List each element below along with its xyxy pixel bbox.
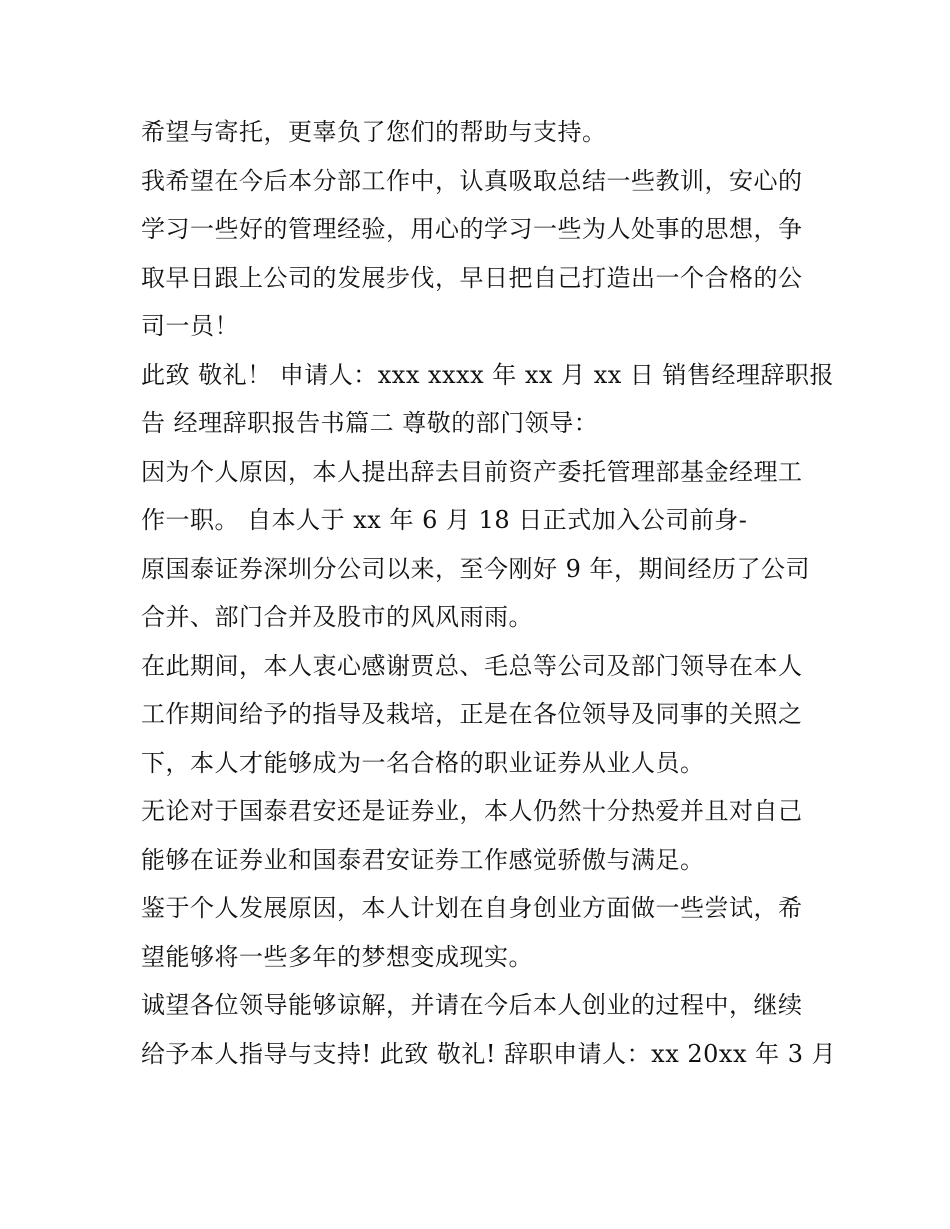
text-line: 学习一些好的管理经验，用心的学习一些为人处事的思想，争 xyxy=(141,215,803,243)
text-line: 工作期间给予的指导及栽培，正是在各位领导及同事的关照之 xyxy=(141,700,803,728)
document-body xyxy=(141,108,837,1078)
text-line: 无论对于国泰君安还是证券业，本人仍然十分热爱并且对自己 xyxy=(141,797,803,825)
text-line: 司一员！ xyxy=(141,312,239,340)
text-line: 告 经理辞职报告书篇二 尊敬的部门领导： xyxy=(141,409,599,437)
text-line: 希望与寄托，更辜负了您们的帮助与支持。 xyxy=(141,118,607,146)
text-line: 取早日跟上公司的发展步伐，早日把自己打造出一个合格的公 xyxy=(141,263,803,292)
text-line: 因为个人原因，本人提出辞去目前资产委托管理部基金经理工 xyxy=(141,457,803,486)
text-line: 鉴于个人发展原因，本人计划在自身创业方面做一些尝试，希 xyxy=(141,894,803,922)
text-line: 原国泰证券深圳分公司以来，至今刚好 9 年，期间经历了公司 xyxy=(141,554,811,583)
text-line: 给予本人指导与支持! 此致 敬礼! 辞职申请人：xx 20xx 年 3 月 xyxy=(141,1039,837,1068)
text-line: 合并、部门合并及股市的风风雨雨。 xyxy=(141,603,533,631)
text-line: 在此期间，本人衷心感谢贾总、毛总等公司及部门领导在本人 xyxy=(141,651,803,680)
text-line: 望能够将一些多年的梦想变成现实。 xyxy=(141,942,533,971)
text-line: 诚望各位领导能够谅解，并请在今后本人创业的过程中，继续 xyxy=(141,991,803,1019)
text-line: 能够在证券业和国泰君安证券工作感觉骄傲与满足。 xyxy=(141,845,705,874)
text-line: 此致 敬礼！ 申请人：xxx xxxx 年 xx 月 xx 日 销售经理辞职报 xyxy=(141,360,835,389)
text-line: 我希望在今后本分部工作中，认真吸取总结一些教训，安心的 xyxy=(141,166,803,195)
text-line: 下，本人才能够成为一名合格的职业证券从业人员。 xyxy=(141,748,705,777)
text-line: 作一职。 自本人于 xx 年 6 月 18 日正式加入公司前身- xyxy=(141,506,748,534)
